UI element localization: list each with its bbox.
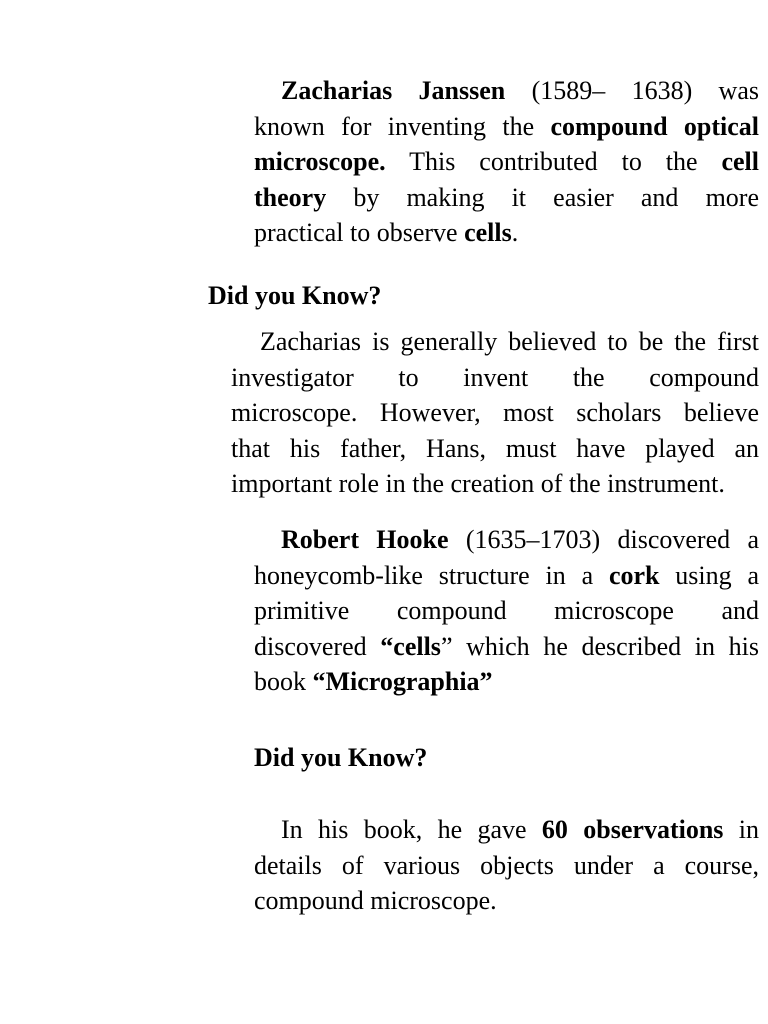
did-you-know-1-line-3: microscope. However, most scholars believe	[231, 398, 759, 427]
hooke-line-1	[254, 522, 759, 558]
cell-term: cell	[721, 147, 759, 176]
janssen-text: .	[511, 218, 519, 247]
did-you-know-2-line-3: compound microscope.	[254, 886, 497, 915]
did-you-know-heading-2: Did you Know?	[254, 743, 428, 772]
janssen-line-5	[254, 215, 759, 251]
did-you-know-2-line-1	[254, 812, 759, 848]
janssen-line-3	[254, 144, 759, 180]
janssen-line-2	[254, 109, 759, 145]
did-you-know-heading-1: Did you Know?	[208, 281, 382, 310]
hooke-line-3: primitive compound microscope and	[254, 596, 759, 625]
janssen-text: practical to observe	[254, 218, 465, 247]
hooke-name: Robert Hooke	[281, 525, 449, 554]
theory-term: theory	[254, 182, 327, 212]
hooke-text: ” which he described in his	[440, 631, 759, 661]
janssen-name: Zacharias Janssen	[281, 76, 506, 105]
did-you-know-1-line-1: Zacharias is generally believed to be the first	[260, 327, 759, 356]
janssen-dates: (1589– 1638) was	[531, 76, 759, 105]
did-you-know-paragraph-2	[254, 812, 759, 919]
microscope-term: microscope.	[254, 147, 386, 176]
janssen-text: This contributed to the	[385, 147, 722, 176]
janssen-text: by making it easier and more	[326, 182, 759, 212]
did-you-know-1-line-4: that his father, Hans, must have played an	[231, 433, 759, 463]
janssen-paragraph	[254, 73, 759, 251]
compound-optical-term: compound optical	[550, 111, 759, 141]
did-you-know-2-line-2: details of various objects under a course,	[254, 850, 759, 880]
hooke-line-5	[254, 664, 759, 700]
janssen-text: known for inventing the	[254, 111, 551, 141]
hooke-dates: (1635–1703) discovered a	[448, 525, 759, 554]
did-you-know-paragraph-1	[231, 324, 759, 502]
hooke-paragraph	[254, 522, 759, 700]
janssen-line-4	[254, 180, 759, 216]
hooke-line-2	[254, 558, 759, 594]
hooke-line-4	[254, 629, 759, 665]
observations-text: in	[723, 815, 759, 844]
cells-term: “cells	[380, 631, 441, 661]
hooke-text: book	[254, 667, 313, 696]
janssen-line-1	[254, 73, 759, 109]
cells-term: cells	[464, 218, 512, 247]
did-you-know-1-line-5: important role in the creation of the instrument.	[231, 469, 725, 498]
hooke-text: discovered	[254, 631, 381, 661]
micrographia-title: “Micrographia”	[312, 667, 493, 696]
hooke-text: honeycomb-like structure in a	[254, 560, 609, 590]
did-you-know-1-line-2: investigator to invent the compound	[231, 362, 759, 392]
observations-text: In his book, he gave	[281, 815, 542, 844]
cork-term: cork	[608, 560, 660, 590]
hooke-text: using a	[659, 560, 759, 590]
observations-count: 60 observations	[541, 815, 724, 844]
